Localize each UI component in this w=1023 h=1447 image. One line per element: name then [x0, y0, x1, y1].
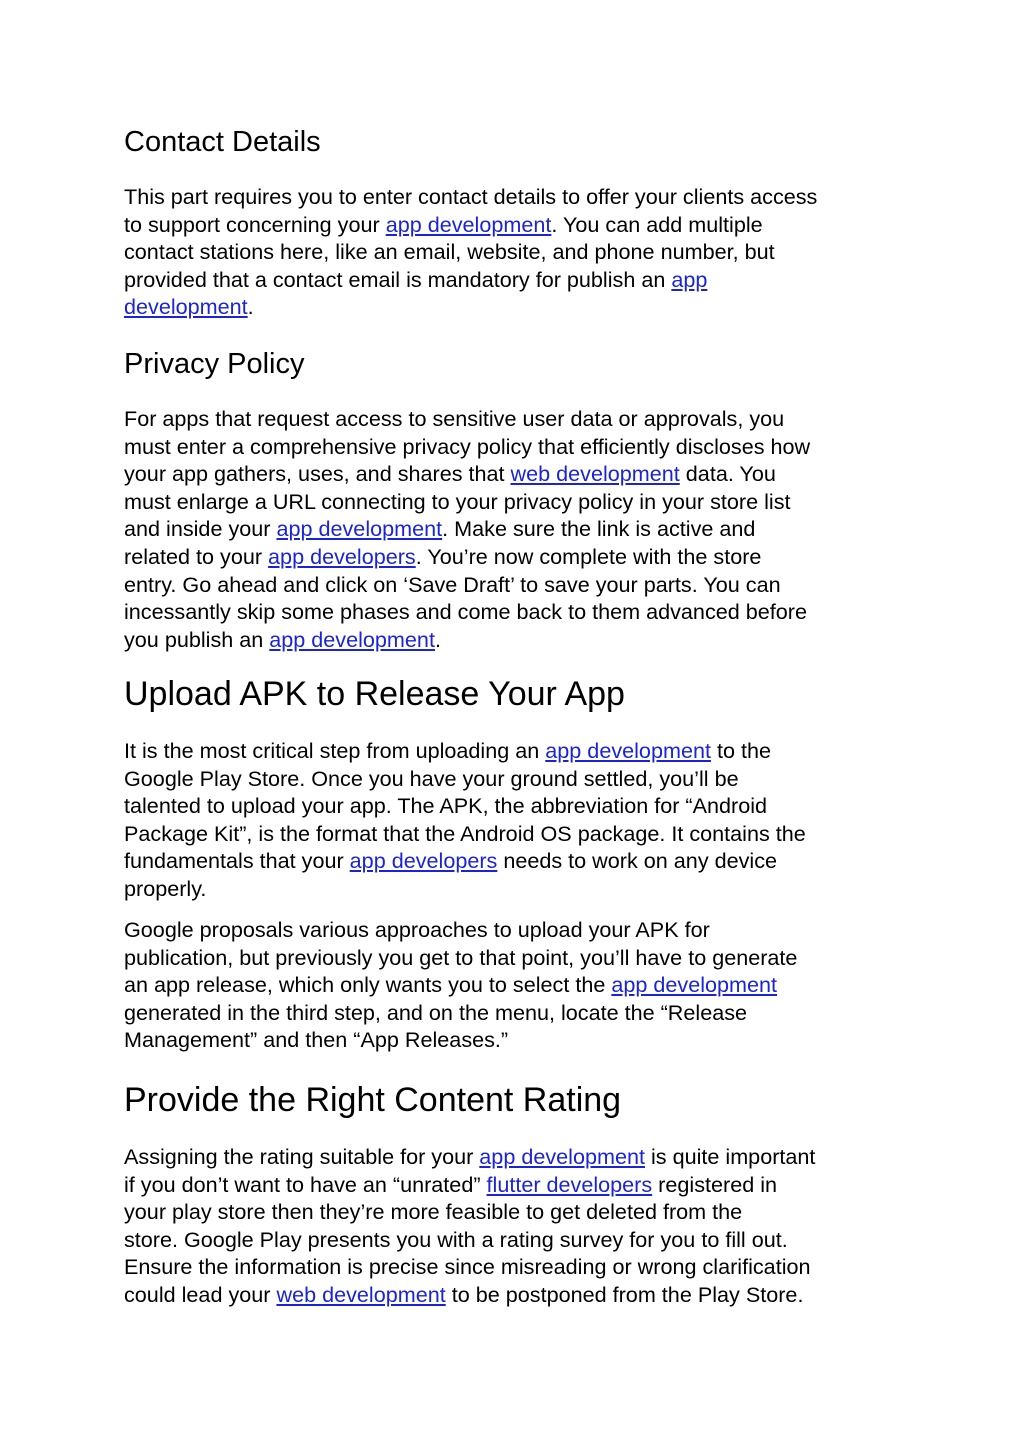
inline-link[interactable]: web development	[510, 461, 680, 487]
text-segment: data. You	[679, 461, 776, 487]
text-segment: Google Play Store. Once you have your ground settled, you’ll be	[124, 765, 739, 791]
text-line	[124, 916, 797, 944]
text-segment: could lead your	[124, 1281, 277, 1307]
text-segment: talented to upload your app. The APK, the abbreviation for “Android	[124, 793, 768, 819]
section-heading-privacy-policy: Privacy Policy	[124, 348, 305, 380]
text-line	[124, 515, 810, 543]
text-segment: must enlarge a URL connecting to your privacy policy in your store list	[124, 488, 791, 514]
text-segment: entry. Go ahead and click on ‘Save Draft’ to save your parts. You can	[124, 571, 781, 597]
text-line	[124, 737, 806, 765]
paragraph-content-rating	[124, 1143, 815, 1309]
text-line	[124, 238, 817, 266]
inline-link[interactable]: app development	[276, 516, 443, 542]
text-segment: store. Google Play presents you with a rating survey for you to fill out.	[124, 1226, 788, 1252]
text-segment: is quite important	[644, 1144, 816, 1169]
text-line	[124, 183, 817, 211]
text-line	[124, 543, 810, 571]
inline-link[interactable]: app development	[545, 738, 711, 763]
text-segment: provided that a contact email is mandatory for publish an	[124, 266, 672, 292]
text-line	[124, 460, 810, 488]
text-line	[124, 971, 797, 999]
text-segment: your app gathers, uses, and shares that	[124, 461, 511, 487]
text-segment: . You’re now complete with the store	[415, 543, 762, 569]
section-heading-content-rating: Provide the Right Content Rating	[124, 1081, 622, 1119]
paragraph-upload-apk-2	[124, 916, 797, 1054]
text-segment: . You can add multiple	[551, 211, 763, 237]
inline-link[interactable]: app development	[269, 626, 435, 652]
text-line	[124, 1198, 815, 1226]
text-line	[124, 820, 806, 848]
text-line	[124, 405, 810, 433]
text-segment: Ensure the information is precise since misreading or wrong clarification	[124, 1254, 811, 1280]
text-line	[124, 999, 797, 1027]
text-segment: registered in	[652, 1171, 778, 1197]
paragraph-upload-apk-1	[124, 737, 806, 903]
text-segment: incessantly skip some phases and come back to them advanced before	[124, 599, 807, 625]
text-segment: and inside your	[124, 516, 277, 542]
text-line	[124, 847, 806, 875]
text-segment: related to your	[124, 543, 269, 569]
text-segment: publication, but previously you get to that point, you’ll have to generate	[124, 944, 798, 970]
text-line	[124, 1226, 815, 1254]
inline-link[interactable]: app developers	[349, 848, 498, 874]
text-segment: contact stations here, like an email, website, and phone number, but	[124, 239, 775, 265]
text-segment: fundamentals that your	[124, 848, 350, 874]
text-segment: Package Kit”, is the format that the Android OS package. It contains the	[124, 820, 806, 846]
text-segment: Google proposals various approaches to upload your APK for	[124, 917, 710, 942]
section-heading-upload-apk: Upload APK to Release Your App	[124, 675, 625, 713]
text-line	[124, 211, 817, 239]
text-line	[124, 626, 810, 654]
text-segment: Management” and then “App Releases.”	[124, 1027, 509, 1053]
text-segment: if you don’t want to have an “unrated”	[124, 1171, 487, 1197]
inline-link[interactable]: development	[124, 294, 248, 320]
text-line	[124, 875, 806, 903]
text-line	[124, 792, 806, 820]
text-segment: This part requires you to enter contact details to offer your clients access	[124, 184, 818, 209]
inline-link[interactable]: app development	[385, 211, 552, 237]
text-line	[124, 1253, 815, 1281]
text-segment: . Make sure the link is active and	[442, 516, 756, 542]
text-segment: properly.	[124, 875, 207, 901]
section-heading-contact-details: Contact Details	[124, 126, 321, 158]
text-line	[124, 765, 806, 793]
text-segment: .	[247, 294, 254, 320]
text-segment: to be postponed from the Play Store.	[445, 1281, 804, 1307]
text-segment: generated in the third step, and on the menu, locate the “Release	[124, 999, 748, 1025]
text-segment: an app release, which only wants you to select the	[124, 972, 612, 998]
inline-link[interactable]: app developers	[268, 543, 416, 569]
text-line	[124, 488, 810, 516]
text-line	[124, 571, 810, 599]
inline-link[interactable]: app	[671, 266, 708, 292]
text-segment: .	[434, 626, 441, 652]
text-segment: you publish an	[124, 626, 270, 652]
inline-link[interactable]: app development	[611, 972, 778, 998]
text-line	[124, 293, 817, 321]
text-line	[124, 944, 797, 972]
text-segment: needs to work on any device	[497, 848, 778, 874]
text-segment: For apps that request access to sensitive user data or approvals, you	[124, 406, 785, 431]
paragraph-contact-details	[124, 183, 817, 321]
text-line	[124, 1143, 815, 1171]
text-line	[124, 266, 817, 294]
text-line	[124, 1281, 815, 1309]
text-segment: Assigning the rating suitable for your	[124, 1144, 480, 1169]
inline-link[interactable]: flutter developers	[486, 1171, 653, 1197]
text-line	[124, 1026, 797, 1054]
inline-link[interactable]: app development	[479, 1144, 645, 1169]
text-segment: It is the most critical step from uploading an	[124, 738, 546, 763]
text-segment: to the	[710, 738, 771, 763]
inline-link[interactable]: web development	[276, 1281, 446, 1307]
text-segment: your play store then they’re more feasible to get deleted from the	[124, 1199, 743, 1225]
text-line	[124, 433, 810, 461]
text-segment: to support concerning your	[124, 211, 386, 237]
text-line	[124, 1171, 815, 1199]
text-line	[124, 598, 810, 626]
text-segment: must enter a comprehensive privacy policy that efficiently discloses how	[124, 433, 811, 459]
paragraph-privacy-policy	[124, 405, 810, 653]
